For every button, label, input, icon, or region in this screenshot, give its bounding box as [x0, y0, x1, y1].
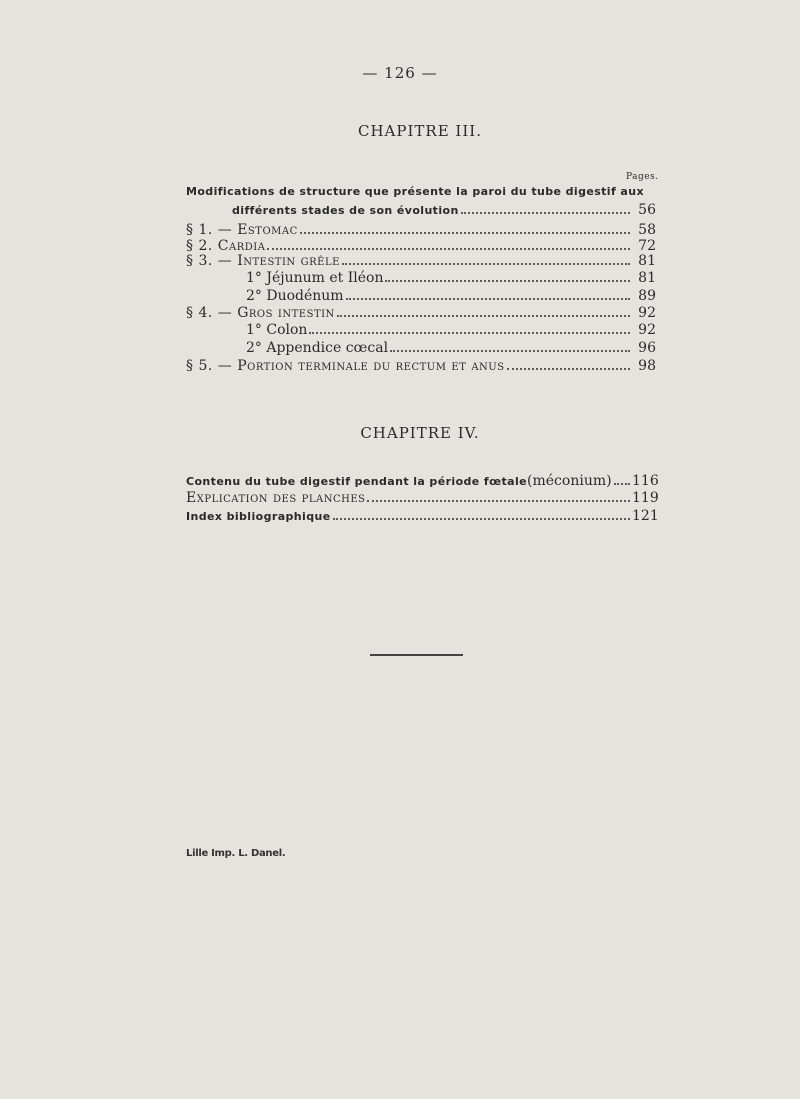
dot-leader [614, 470, 630, 485]
toc-label: 2° Duodénum [246, 288, 344, 304]
toc-page: 81 [638, 253, 656, 269]
chapter-iv-title: CHAPITRE IV. [360, 424, 480, 442]
toc-label: § 1. — Estomac [186, 222, 298, 238]
toc-page: 121 [632, 508, 659, 524]
toc-page: 92 [638, 322, 656, 338]
dot-leader [342, 250, 630, 265]
dot-leader [300, 219, 630, 234]
toc-label: 1° Jéjunum et Iléon [246, 270, 384, 286]
toc-page: 72 [638, 238, 656, 254]
toc-page: 58 [638, 222, 656, 238]
toc-label: Explication des planches [186, 490, 366, 506]
toc-page: 92 [638, 305, 656, 321]
toc-entry [186, 487, 659, 507]
toc-entry [186, 355, 656, 375]
dot-leader [267, 235, 630, 250]
toc-heading-text-2: différents stades de son évolution [232, 204, 459, 217]
dot-leader [385, 267, 630, 282]
toc-page: 89 [638, 288, 656, 304]
dot-leader [333, 505, 630, 520]
toc-label: § 5. — Portion terminale du rectum et anus [186, 358, 505, 374]
toc-entry [246, 319, 656, 339]
toc-heading-line2 [232, 199, 656, 219]
dot-leader [390, 337, 630, 352]
toc-label: 1° Colon [246, 322, 308, 338]
dot-leader [367, 487, 630, 502]
toc-label: Index bibliographique [186, 510, 331, 523]
page-number: — 126 — [362, 64, 438, 82]
pages-label: Pages. [626, 172, 659, 182]
section-divider [370, 654, 463, 656]
toc-page: 116 [632, 473, 659, 489]
toc-label-rest: (méconium) [527, 473, 612, 489]
toc-page: 98 [638, 358, 656, 374]
printer-imprint: Lille Imp. L. Danel. [186, 848, 286, 859]
toc-page: 56 [638, 202, 656, 218]
toc-label: 2° Appendice cœcal [246, 340, 389, 356]
toc-page: 96 [638, 340, 656, 356]
dot-leader [337, 302, 630, 317]
dot-leader [461, 199, 630, 214]
dot-leader [309, 319, 630, 334]
chapter-iii-title: CHAPITRE III. [358, 122, 482, 140]
toc-entry [246, 267, 656, 287]
toc-label-bold: Contenu du tube digestif pendant la période fœtale [186, 475, 528, 488]
toc-page: 119 [632, 490, 659, 506]
toc-entry [246, 337, 656, 357]
toc-label: § 3. — Intestin grêle [186, 253, 340, 269]
toc-label: § 2. Cardia [186, 238, 266, 254]
toc-entry [186, 505, 659, 525]
toc-label: § 4. — Gros intestin [186, 305, 335, 321]
toc-heading-text-1: Modifications de structure que présente la paroi du tube digestif aux [186, 185, 644, 198]
toc-page: 81 [638, 270, 656, 286]
dot-leader [507, 355, 630, 370]
dot-leader [346, 285, 630, 300]
